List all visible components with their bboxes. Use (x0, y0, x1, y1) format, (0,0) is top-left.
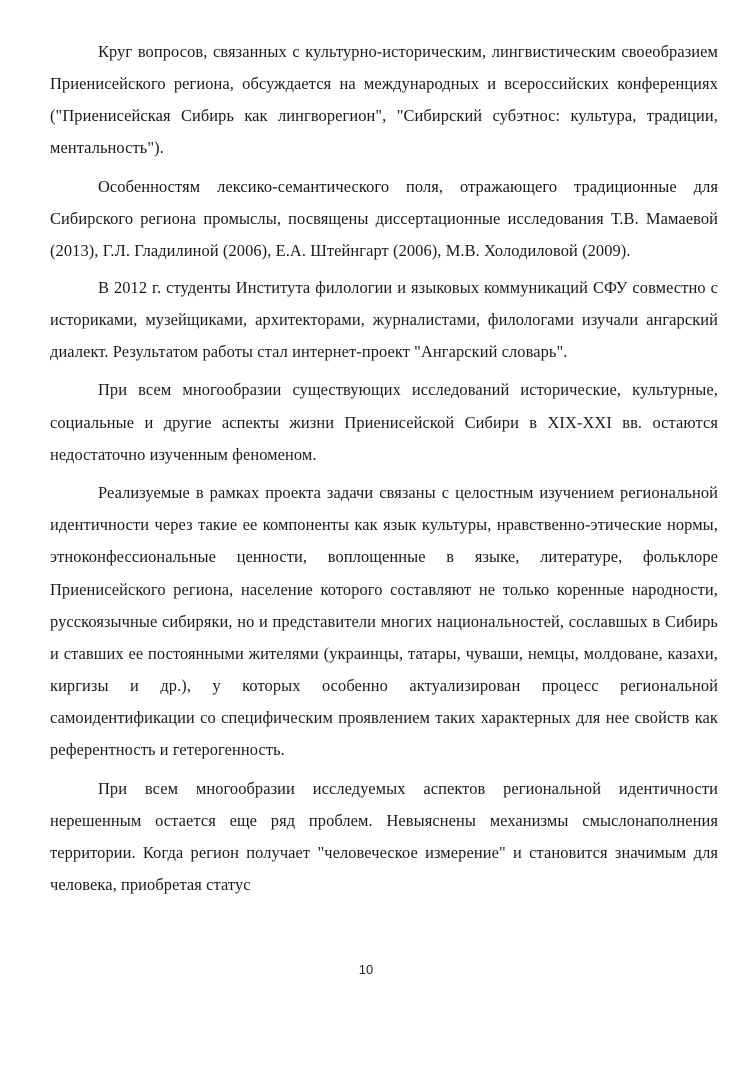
paragraph-conferences: Круг вопросов, связанных с культурно-историческим, лингвистическим своеобразием Приенисейского региона, обсуждается на международных и всероссийских конференциях ("Приенисейская Сибирь как лингворегион", "Сибирский субэтнос: культура, традиции, ментальность"). (50, 42, 718, 158)
paragraph-understudied: При всем многообразии существующих исследований исторические, культурные, социальные и другие аспекты жизни Приенисейской Сибири в XIX-XXI вв. остаются недостаточно изученным феноменом. (50, 380, 718, 464)
paragraph-angara-dictionary: В 2012 г. студенты Института филологии и языковых коммуникаций СФУ совместно с историками, музейщиками, архитекторами, журналистами, филологами изучали ангарский диалект. Результатом работы стал интернет-проект "Ангарский словарь". (50, 278, 718, 362)
paragraph-project-tasks: Реализуемые в рамках проекта задачи связаны с целостным изучением региональной идентичности через такие ее компоненты как язык культуры, нравственно-этические нормы, этноконфессиональные ценности, воплощенные в языке, литературе, фольклоре Приенисейского региона, население которого составляют не только коренные народности, русскоязычные сибиряки, но и представители многих национальностей, сославшых в Сибирь и ставших ее постоянными жителями (украинцы, татары, чуваши, немцы, молдоване, казахи, киргизы и др.), у которых особенно актуализирован процесс региональной самоидентификации со специфическим проявлением таких характерных для нее свойств как референтность и гетерогенность. (50, 483, 718, 759)
paragraph-dissertations: Особенностям лексико-семантического поля, отражающего традиционные для Сибирского региона промыслы, посвящены диссертационные исследования Т.В. Мамаевой (2013), Г.Л. Гладилиной (2006), Е.А. Штейнгарт (2006), М.В. Холодиловой (2009). (50, 176, 718, 261)
paragraph-unsolved-problems: При всем многообразии исследуемых аспектов региональной идентичности нерешенным остается еще ряд проблем. Невыяснены механизмы смыслонаполнения территории. Когда регион получает "человеческое измерение" и становится значимым для человека, приобретая статус (50, 778, 718, 894)
page-number: 10 (358, 962, 374, 977)
body-text (50, 36, 718, 907)
